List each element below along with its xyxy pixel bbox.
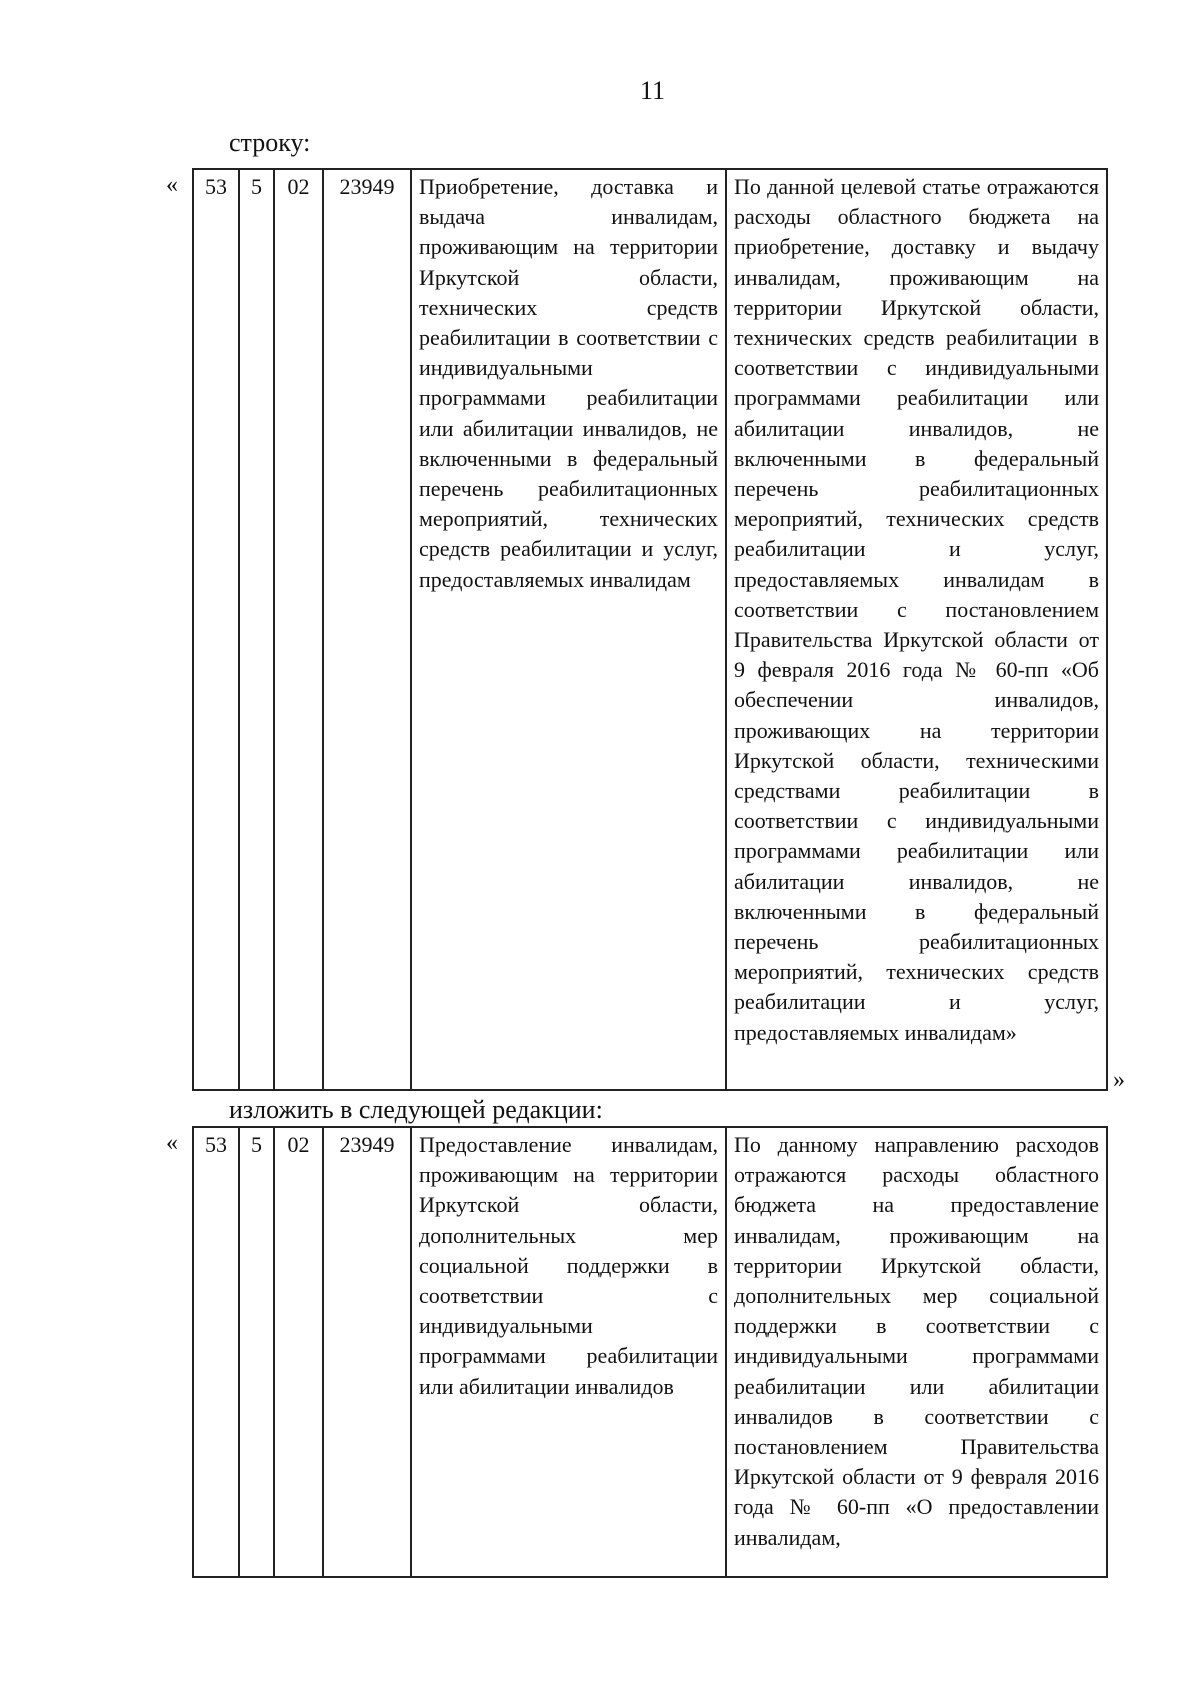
code-cell-4: 23949 (323, 169, 411, 1090)
budget-code-table-new (192, 1126, 1108, 1578)
article-name-text: Предоставление инвалидам, проживающим на территории Иркутской области, дополнительных мер социальной поддержки в соответствии с индивидуальными программами реабилитации или абилитации инвалидов (419, 1132, 718, 1399)
section-intro-new: изложить в следующей редакции: (229, 1095, 603, 1124)
open-quote-1: « (166, 172, 178, 198)
article-description-text: По данной целевой статье отражаются расходы областного бюджета на приобретение, доставку и выдачу инвалидам, проживающим на территории Иркутской области, технических средств реабилитации в соответствии с индивидуальными программами реабилитации или абилитации инвалидов, не включенными в федеральный перечень реабилитационных мероприятий, технических средств реабилитации и услуг, предоставляемых инвалидам в соответствии с постановлением Правительства Иркутской области от 9 февраля 2016 года № 60-пп «Об обеспечении инвалидов, проживающих на территории Иркутской области, техническими средствами реабилитации в соответствии с индивидуальными программами реабилитации или абилитации инвалидов, не включенными в федеральный перечень реабилитационных мероприятий, технических средств реабилитации и услуг, предоставляемых инвалидам» (734, 174, 1099, 1045)
article-description-text: По данному направлению расходов отражаются расходы областного бюджета на предоставление инвалидам, проживающим на территории Иркутской области, дополнительных мер социальной поддержки в соответствии с индивидуальными программами реабилитации или абилитации инвалидов в соответствии с постановлением Правительства Иркутской области от 9 февраля 2016 года № 60-пп «О предоставлении инвалидам, (734, 1132, 1099, 1550)
code-cell-3: 02 (274, 169, 323, 1090)
code-cell-4: 23949 (323, 1127, 411, 1577)
open-quote-2: « (166, 1130, 178, 1156)
code-cell-2: 5 (239, 1127, 274, 1577)
code-cell-1: 53 (193, 1127, 239, 1577)
code-cell-3: 02 (274, 1127, 323, 1577)
code-cell-1: 53 (193, 169, 239, 1090)
code-cell-2: 5 (239, 169, 274, 1090)
budget-code-table-original (192, 168, 1108, 1091)
section-intro-original: строку: (229, 128, 311, 157)
table-row (193, 1127, 1107, 1577)
table-row (193, 169, 1107, 1090)
article-name-text: Приобретение, доставка и выдача инвалидам, проживающим на территории Иркутской области, технических средств реабилитации в соответствии с индивидуальными программами реабилитации или абилитации инвалидов, не включенными в федеральный перечень реабилитационных мероприятий, технических средств реабилитации и услуг, предоставляемых инвалидам (419, 174, 718, 592)
article-name-cell (411, 169, 726, 1090)
page-number: 11 (640, 76, 666, 105)
article-name-cell (411, 1127, 726, 1577)
article-description-cell (726, 169, 1107, 1090)
close-quote-1: » (1113, 1067, 1125, 1093)
article-description-cell (726, 1127, 1107, 1577)
